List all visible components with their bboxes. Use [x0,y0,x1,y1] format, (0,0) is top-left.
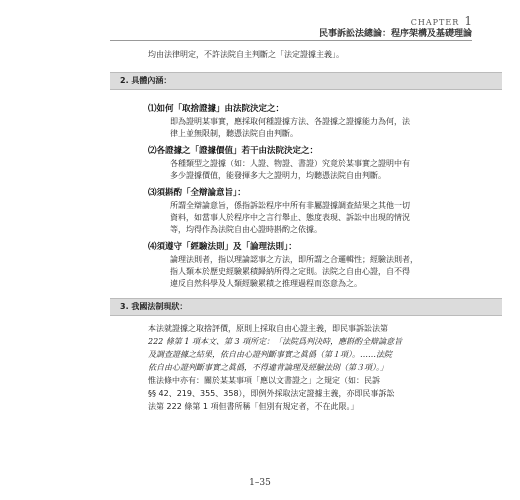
item-3-line-2: 資料，如當事人於程序中之言行舉止、態度表現、訴訟中出現的情況 [170,213,410,222]
section-3-line-1: 本法就證據之取捨評價，原則上採取自由心證主義，即民事訴訟法第 [148,324,388,333]
section-3-title: 3. 我國法制現狀： [120,302,188,311]
item-3-heading: ⑶須斟酌「全辯論意旨」： [148,188,246,198]
section-bar-3 [110,298,502,316]
section-2-title: 2. 具體內涵： [120,76,172,85]
page-number: 1–35 [249,478,271,488]
section-3-line-4: 依自由心證判斷事實之眞僞，不得違背論理及經驗法則（第３項）。」 [148,363,388,372]
item-4-heading: ⑷須遵守「經驗法則」及「論理法則」： [148,242,297,252]
section-3-line-5: 惟法條中亦有：關於某某事項「應以文書證之」之規定（如：民訴 [148,376,380,385]
section-3-line-6: §§ 42、219、355、358），即例外採取法定證據主義，亦即民事訴訟 [148,389,395,398]
item-3-line-3: 等，均得作為法院自由心證時斟酌之依據。 [170,225,322,234]
chapter-number: 1 [464,14,472,28]
header-rule [110,40,472,41]
item-4-line-1: 論理法則者，指以理論認事之方法，即所謂之合邏輯性；經驗法則者， [170,255,418,264]
item-2-line-1: 各種類型之證據（如：人證、物證、書證）究竟於某事實之證明中有 [170,159,410,168]
item-4-line-2: 指人類本於歷史經驗累積歸納所得之定則。法院之自由心證，自不得 [170,267,410,276]
section-3-line-2: 222 條第 1 項本文、第 3 項所定：「法院爲判決時，應斟酌全辯論意旨 [148,337,403,346]
item-2-heading: ⑵各證據之「證據價值」若干由法院決定之： [148,146,319,156]
running-title: 民事訴訟法總論：程序架構及基礎理論 [318,29,472,39]
item-2-line-2: 多少證據價值，能發揮多大之證明力，均聽憑法院自由判斷。 [170,171,386,180]
section-3-line-3: 及調查證據之結果，依自由心證判斷事實之眞僞（第１項）。……法院 [148,350,392,359]
item-3-line-1: 所謂全辯論意旨，係指訴訟程序中所有非屬證據調查結果之其他一切 [170,201,410,210]
section-3-line-7: 法第 222 條第 1 項但書所稱「但別有規定者，不在此限。」 [148,402,359,411]
intro-line: 均由法律明定，不許法院自主判斷之「法定證據主義」。 [148,50,344,59]
item-1-line-2: 律上並無限制，聽憑法院自由判斷。 [170,129,298,138]
item-4-line-3: 違反自然科學及人類經驗累積之推理過程而恣意為之。 [170,279,362,288]
item-1-line-1: 即為證明某事實，應採取何種證據方法、各證據之證據能力為何，法 [170,117,410,126]
chapter-label: CHAPTER [410,18,460,27]
section-bar-2 [110,72,502,90]
item-1-heading: ⑴如何「取捨證據」由法院決定之： [148,104,285,114]
